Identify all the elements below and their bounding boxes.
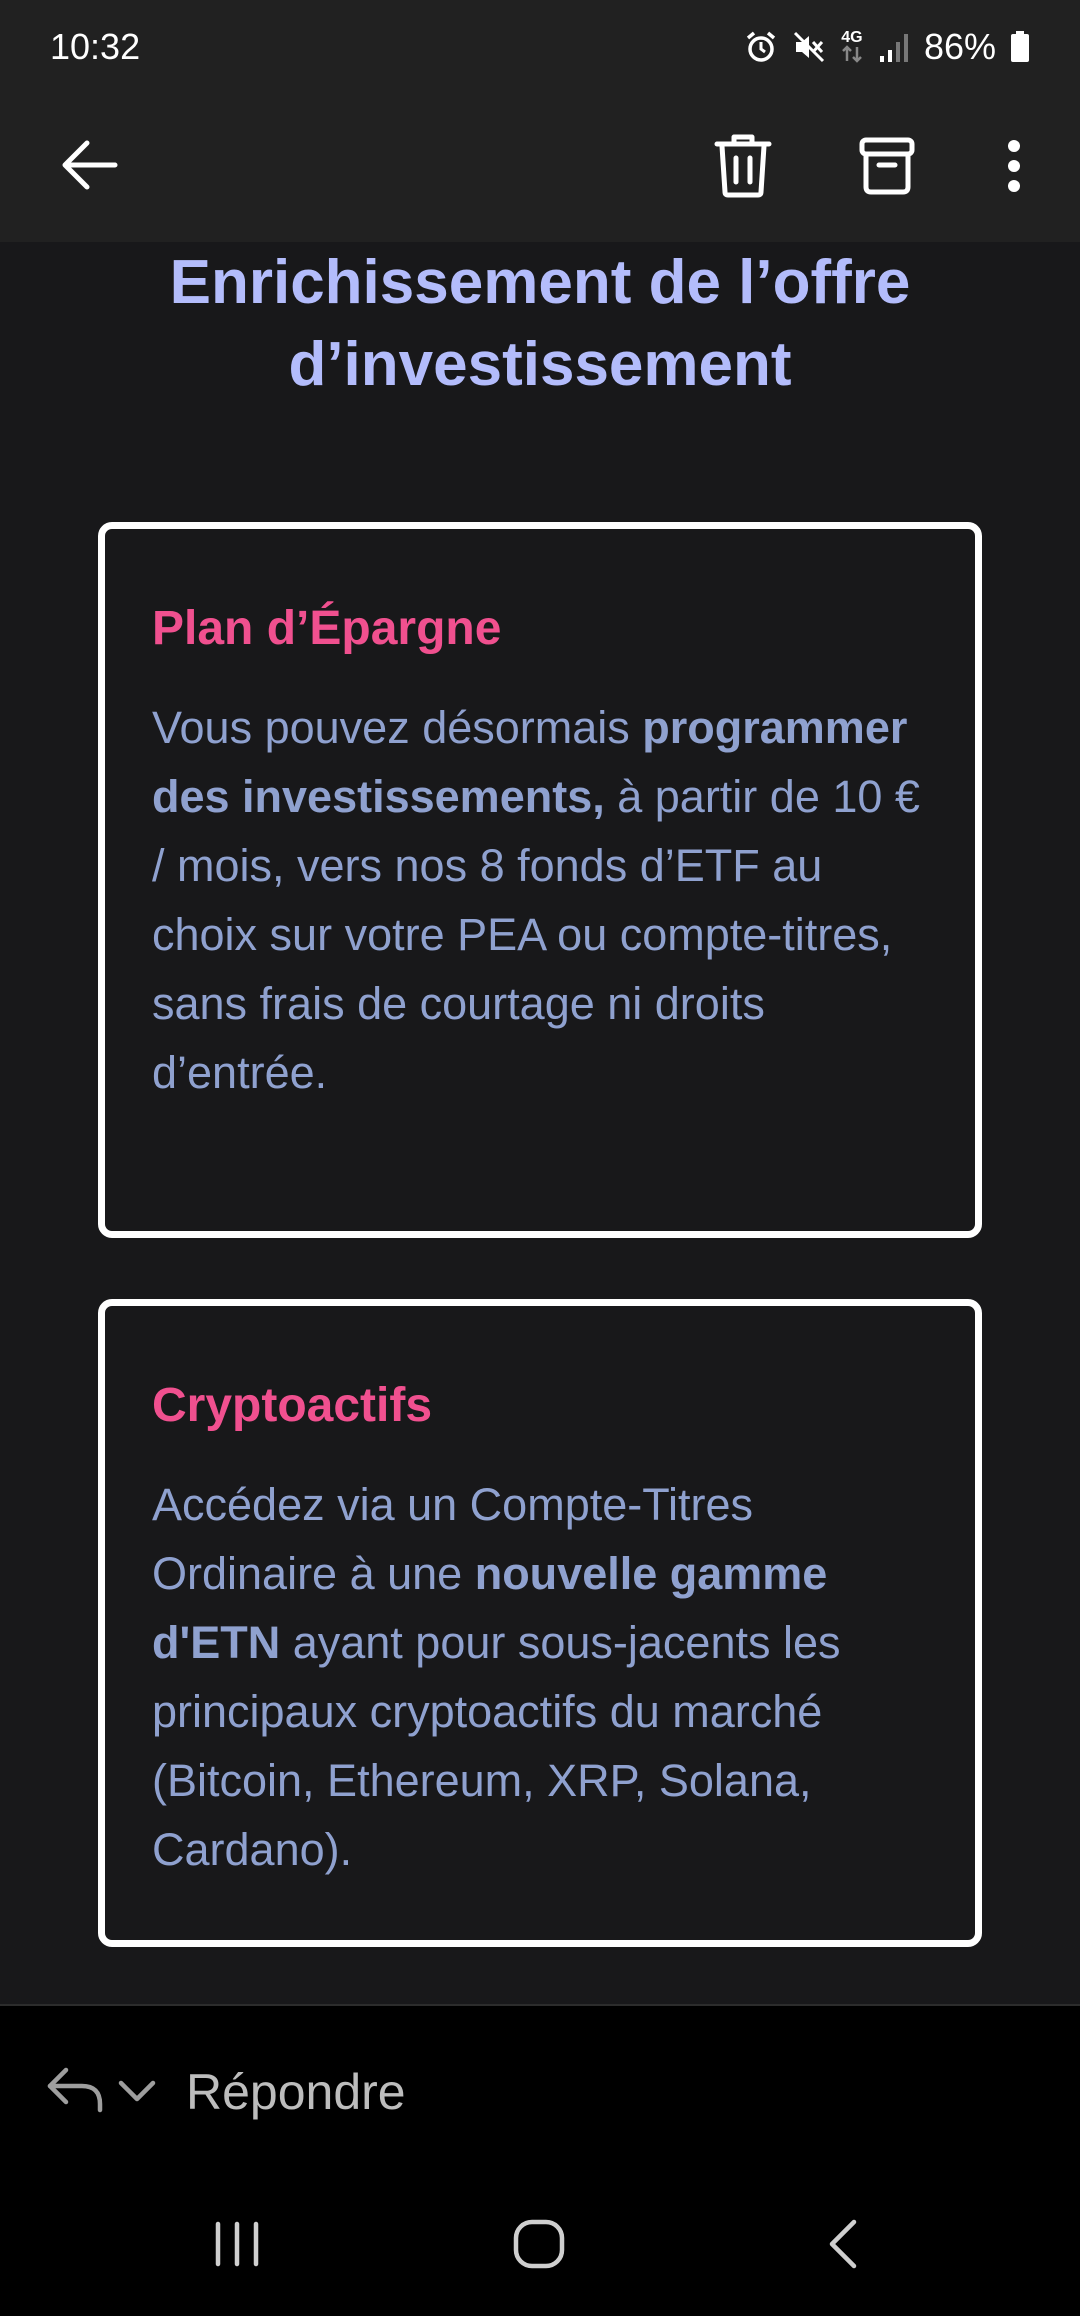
card-body bbox=[152, 693, 925, 1107]
archive-button[interactable] bbox=[850, 128, 924, 204]
nav-back-icon[interactable] bbox=[822, 2216, 862, 2272]
reply-bar[interactable] bbox=[0, 2006, 1080, 2176]
signal-icon bbox=[878, 30, 910, 64]
alarm-icon bbox=[744, 30, 778, 64]
email-body bbox=[0, 242, 1080, 2004]
back-arrow-icon bbox=[59, 139, 119, 191]
system-nav-bar bbox=[0, 2176, 1080, 2316]
home-icon[interactable] bbox=[512, 2216, 566, 2272]
network-label: 4G bbox=[841, 29, 863, 46]
card-text: Vous pouvez désormais bbox=[152, 702, 643, 753]
more-vertical-icon bbox=[1006, 140, 1022, 192]
status-bar bbox=[0, 0, 1080, 94]
battery-percent: 86% bbox=[923, 26, 996, 67]
card-title: Plan d’Épargne bbox=[152, 602, 502, 655]
card-text: à partir de 10 € / mois, vers nos 8 fonds d’ETF au choix sur votre PEA ou compte-titres, sans frais de courtage ni droits d’entrée. bbox=[152, 771, 920, 1098]
archive-icon bbox=[859, 137, 915, 195]
status-icons bbox=[744, 26, 1030, 68]
status-time: 10:32 bbox=[50, 26, 141, 67]
more-options-button[interactable] bbox=[990, 124, 1038, 208]
card-savings-plan bbox=[98, 522, 982, 1238]
card-text-bold: programmer des investissements, bbox=[152, 702, 908, 822]
card-body bbox=[152, 1470, 925, 1884]
delete-button[interactable] bbox=[706, 126, 780, 206]
card-text: ayant pour sous-jacents les principaux cryptoactifs du marché (Bitcoin, Ethereum, XRP, Solana, Cardano). bbox=[152, 1617, 841, 1875]
mute-icon bbox=[792, 30, 826, 64]
email-headline: Enrichissement de l’offre d’investissement bbox=[169, 248, 911, 399]
recents-icon[interactable] bbox=[212, 2216, 262, 2272]
network-4g-icon bbox=[840, 31, 864, 63]
chevron-down-icon[interactable] bbox=[116, 2076, 158, 2106]
app-bar bbox=[0, 94, 1080, 242]
reply-icon[interactable] bbox=[44, 2064, 104, 2114]
trash-icon bbox=[714, 134, 772, 198]
card-text-bold: nouvelle gamme d'ETN bbox=[152, 1548, 828, 1668]
card-cryptoassets bbox=[98, 1299, 982, 1947]
back-button[interactable] bbox=[54, 130, 124, 200]
card-text: Accédez via un Compte-Titres Ordinaire à une bbox=[152, 1479, 754, 1599]
reply-button[interactable]: Répondre bbox=[186, 2064, 406, 2120]
battery-icon bbox=[1010, 31, 1030, 63]
card-title: Cryptoactifs bbox=[152, 1379, 433, 1432]
